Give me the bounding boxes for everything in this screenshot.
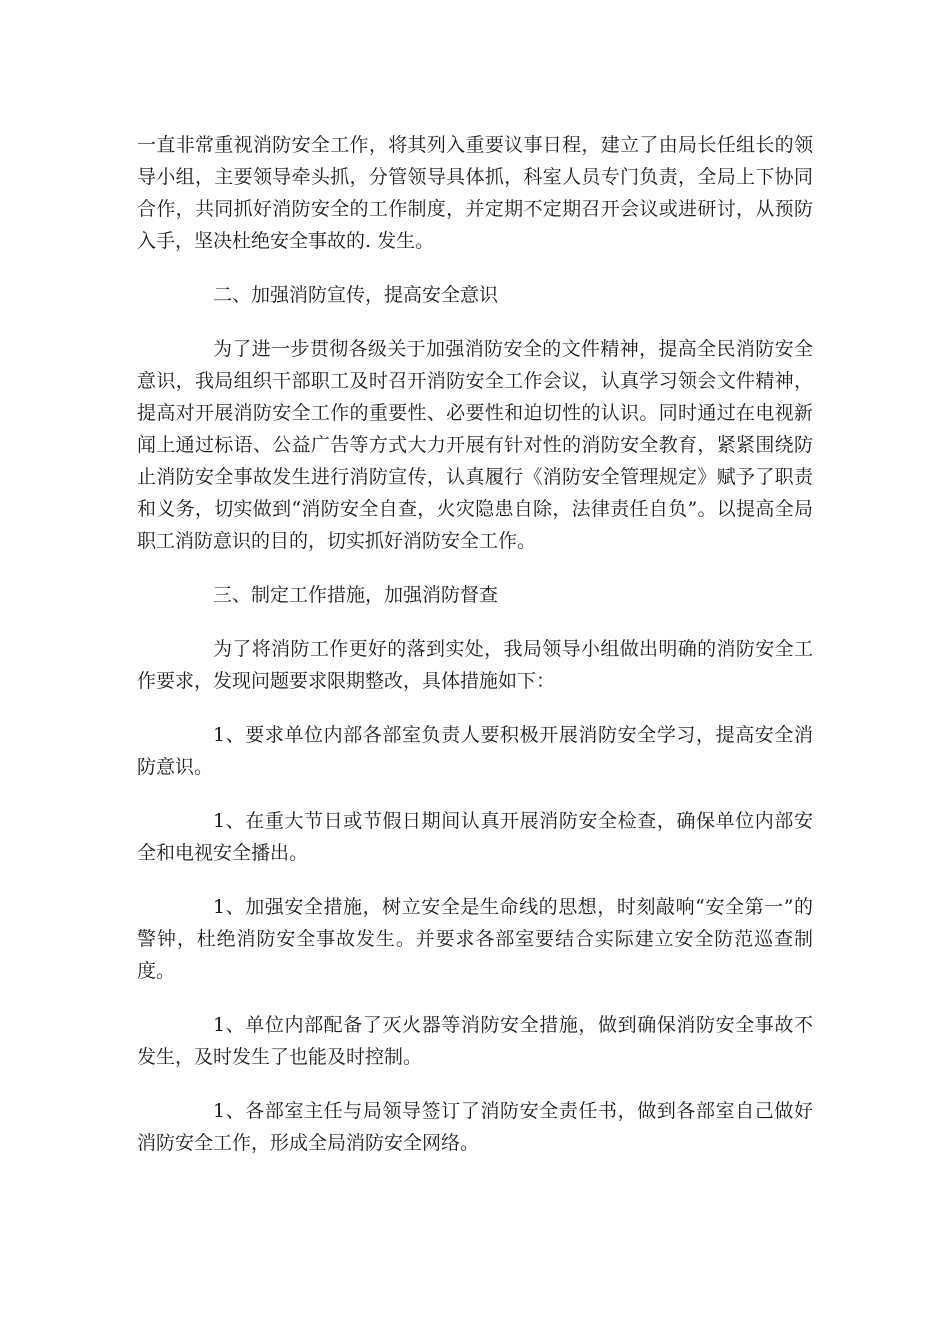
- list-item: 1、在重大节日或节假日期间认真开展消防安全检查，确保单位内部安全和电视安全播出。: [137, 810, 813, 864]
- list-item: 1、单位内部配备了灭火器等消防安全措施，做到确保消防安全事故不发生，及时发生了也能及时控制。: [137, 1014, 813, 1068]
- list-item: 1、要求单位内部各部室负责人要积极开展消防安全学习，提高安全消防意识。: [137, 724, 813, 778]
- list-item: 1、各部室主任与局领导签订了消防安全责任书，做到各部室自己做好消防安全工作，形成全局消防安全网络。: [137, 1100, 813, 1154]
- paragraph-intro: 一直非常重视消防安全工作，将其列入重要议事日程，建立了由局长任组长的领导小组，主要领导牵头抓，分管领导具体抓，科室人员专门负责，全局上下协同合作，共同抓好消防安全的工作制度，并定期不定期召开会议或进研讨，从预防入手，坚决杜绝安全事故的. 发生。: [137, 134, 813, 252]
- document-body: [137, 129, 813, 1181]
- section-heading-2: 二、加强消防宣传，提高安全意识: [213, 284, 499, 306]
- section-heading-3: 三、制定工作措施，加强消防督查: [213, 584, 499, 606]
- paragraph-measures-intro: 为了将消防工作更好的落到实处，我局领导小组做出明确的消防安全工作要求，发现问题要求限期整改，具体措施如下：: [137, 638, 813, 692]
- list-item: 1、加强安全措施，树立安全是生命线的思想，时刻敲响“安全第一”的警钟，杜绝消防安全事故发生。并要求各部室要结合实际建立安全防范巡查制度。: [137, 896, 813, 982]
- paragraph-publicity: 为了进一步贯彻各级关于加强消防安全的文件精神，提高全民消防安全意识，我局组织干部职工及时召开消防安全工作会议，认真学习领会文件精神，提高对开展消防安全工作的重要性、必要性和迫切性的认识。同时通过在电视新闻上通过标语、公益广告等方式大力开展有针对性的消防安全教育，紧紧围绕防止消防安全事故发生进行消防宣传，认真履行《消防安全管理规定》赋予了职责和义务，切实做到“消防安全自查，火灾隐患自除，法律责任自负”。以提高全局职工消防意识的目的，切实抓好消防安全工作。: [137, 338, 813, 552]
